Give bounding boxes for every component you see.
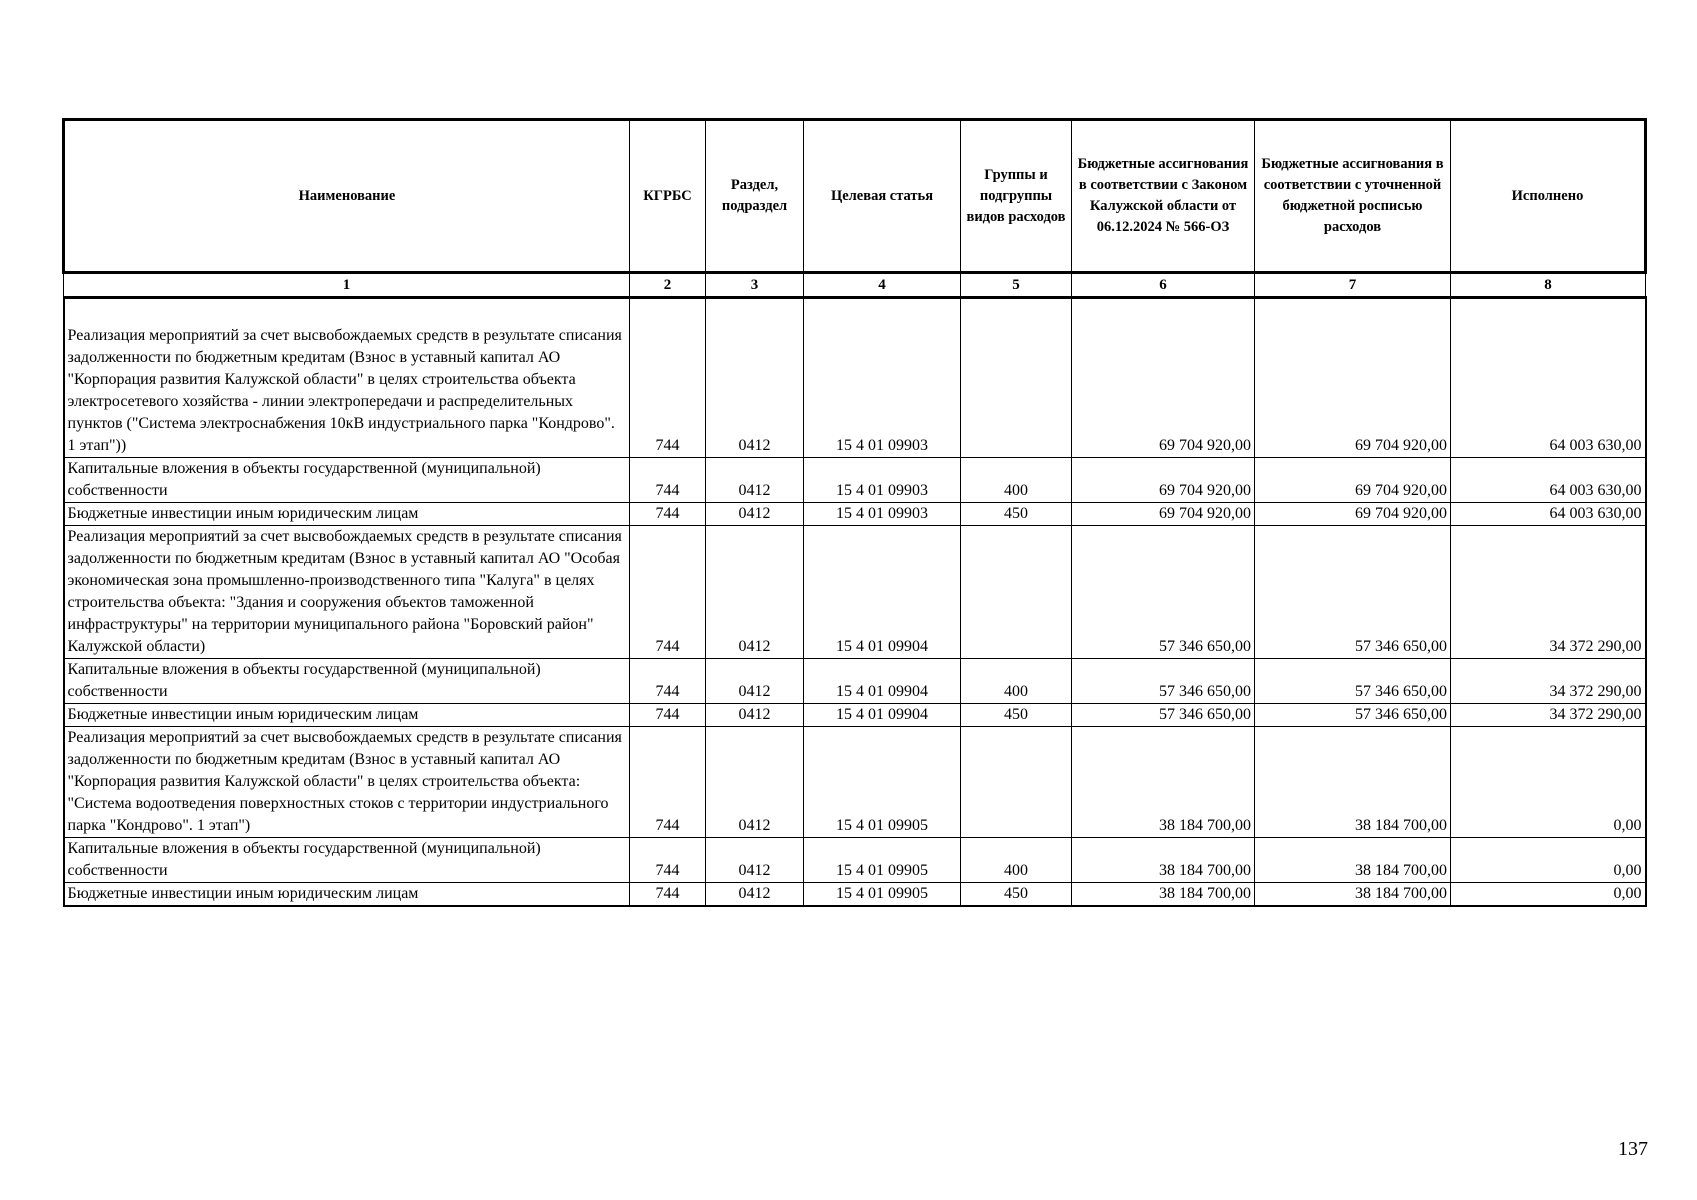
row-kgrbs: 744 [630,458,706,503]
row-law-amount: 69 704 920,00 [1072,503,1255,526]
row-name: Капитальные вложения в объекты государственной (муниципальной) собственности [64,458,630,503]
row-refined-amount: 57 346 650,00 [1255,526,1451,659]
table-header-row [64,120,1646,273]
row-refined-amount: 38 184 700,00 [1255,727,1451,838]
row-group [961,526,1072,659]
column-number-row [64,273,1646,298]
table-row [64,526,1646,659]
row-executed-amount: 64 003 630,00 [1451,458,1646,503]
row-refined-amount: 38 184 700,00 [1255,838,1451,883]
row-kgrbs: 744 [630,883,706,907]
column-number: 3 [706,273,804,298]
row-name: Реализация мероприятий за счет высвобождаемых средств в результате списания задолженности по бюджетным кредитам (Взнос в уставный капитал АО "Особая экономическая зона промышленно-производственного типа "Калуга" в целях строительства объекта: "Здания и сооружения объектов таможенной инфраструктуры" на территории муниципального района "Боровский район" Калужской области) [64,526,630,659]
row-section: 0412 [706,503,804,526]
table-row [64,458,1646,503]
row-executed-amount: 34 372 290,00 [1451,526,1646,659]
header-expense-groups: Группы и подгруппы видов расходов [961,120,1072,273]
header-section: Раздел, подраздел [706,120,804,273]
row-target: 15 4 01 09903 [804,298,961,458]
row-target: 15 4 01 09904 [804,704,961,727]
column-number: 8 [1451,273,1646,298]
row-executed-amount: 34 372 290,00 [1451,704,1646,727]
row-law-amount: 69 704 920,00 [1072,458,1255,503]
row-kgrbs: 744 [630,727,706,838]
budget-table [62,118,1647,907]
header-law-allocations: Бюджетные ассигнования в соответствии с Законом Калужской области от 06.12.2024 № 566-ОЗ [1072,120,1255,273]
row-section: 0412 [706,838,804,883]
row-executed-amount: 34 372 290,00 [1451,659,1646,704]
table-row [64,838,1646,883]
table-row [64,659,1646,704]
row-section: 0412 [706,659,804,704]
row-target: 15 4 01 09905 [804,727,961,838]
row-law-amount: 38 184 700,00 [1072,883,1255,907]
row-name: Реализация мероприятий за счет высвобождаемых средств в результате списания задолженности по бюджетным кредитам (Взнос в уставный капитал АО "Корпорация развития Калужской области" в целях строительства объекта электросетевого хозяйства - линии электропередачи и распределительных пунктов ("Система электроснабжения 10кВ индустриального парка "Кондрово". 1 этап")) [64,298,630,458]
row-law-amount: 57 346 650,00 [1072,526,1255,659]
row-target: 15 4 01 09903 [804,458,961,503]
row-law-amount: 69 704 920,00 [1072,298,1255,458]
column-number: 5 [961,273,1072,298]
row-name: Капитальные вложения в объекты государственной (муниципальной) собственности [64,659,630,704]
header-executed: Исполнено [1451,120,1646,273]
row-group: 400 [961,838,1072,883]
row-refined-amount: 57 346 650,00 [1255,659,1451,704]
row-executed-amount: 0,00 [1451,727,1646,838]
row-group [961,727,1072,838]
row-group: 450 [961,883,1072,907]
row-group: 400 [961,458,1072,503]
row-section: 0412 [706,704,804,727]
header-refined-allocations: Бюджетные ассигнования в соответствии с уточненной бюджетной росписью расходов [1255,120,1451,273]
page-number: 137 [1618,1138,1648,1160]
table-row [64,298,1646,458]
table-row [64,727,1646,838]
header-target-article: Целевая статья [804,120,961,273]
header-name: Наименование [64,120,630,273]
row-executed-amount: 64 003 630,00 [1451,298,1646,458]
row-kgrbs: 744 [630,704,706,727]
row-kgrbs: 744 [630,298,706,458]
table-row [64,704,1646,727]
row-law-amount: 57 346 650,00 [1072,659,1255,704]
row-refined-amount: 38 184 700,00 [1255,883,1451,907]
row-executed-amount: 64 003 630,00 [1451,503,1646,526]
column-number: 2 [630,273,706,298]
column-number: 6 [1072,273,1255,298]
row-kgrbs: 744 [630,838,706,883]
row-section: 0412 [706,727,804,838]
row-section: 0412 [706,298,804,458]
row-target: 15 4 01 09904 [804,526,961,659]
header-kgrbs: КГРБС [630,120,706,273]
row-law-amount: 38 184 700,00 [1072,727,1255,838]
row-refined-amount: 69 704 920,00 [1255,458,1451,503]
row-kgrbs: 744 [630,659,706,704]
row-group: 400 [961,659,1072,704]
row-law-amount: 57 346 650,00 [1072,704,1255,727]
table-row [64,883,1646,907]
row-refined-amount: 69 704 920,00 [1255,298,1451,458]
row-section: 0412 [706,458,804,503]
row-group: 450 [961,704,1072,727]
row-group: 450 [961,503,1072,526]
row-executed-amount: 0,00 [1451,838,1646,883]
row-name: Капитальные вложения в объекты государственной (муниципальной) собственности [64,838,630,883]
column-number: 7 [1255,273,1451,298]
row-executed-amount: 0,00 [1451,883,1646,907]
column-number: 1 [64,273,630,298]
row-section: 0412 [706,526,804,659]
row-refined-amount: 57 346 650,00 [1255,704,1451,727]
row-law-amount: 38 184 700,00 [1072,838,1255,883]
row-target: 15 4 01 09903 [804,503,961,526]
column-number: 4 [804,273,961,298]
row-refined-amount: 69 704 920,00 [1255,503,1451,526]
row-target: 15 4 01 09905 [804,838,961,883]
row-name: Реализация мероприятий за счет высвобождаемых средств в результате списания задолженности по бюджетным кредитам (Взнос в уставный капитал АО "Корпорация развития Калужской области" в целях строительства объекта: "Система водоотведения поверхностных стоков с территории индустриального парка "Кондрово". 1 этап") [64,727,630,838]
row-name: Бюджетные инвестиции иным юридическим лицам [64,503,630,526]
row-name: Бюджетные инвестиции иным юридическим лицам [64,883,630,907]
row-section: 0412 [706,883,804,907]
row-target: 15 4 01 09904 [804,659,961,704]
row-kgrbs: 744 [630,526,706,659]
row-target: 15 4 01 09905 [804,883,961,907]
row-name: Бюджетные инвестиции иным юридическим лицам [64,704,630,727]
row-group [961,298,1072,458]
row-kgrbs: 744 [630,503,706,526]
table-row [64,503,1646,526]
